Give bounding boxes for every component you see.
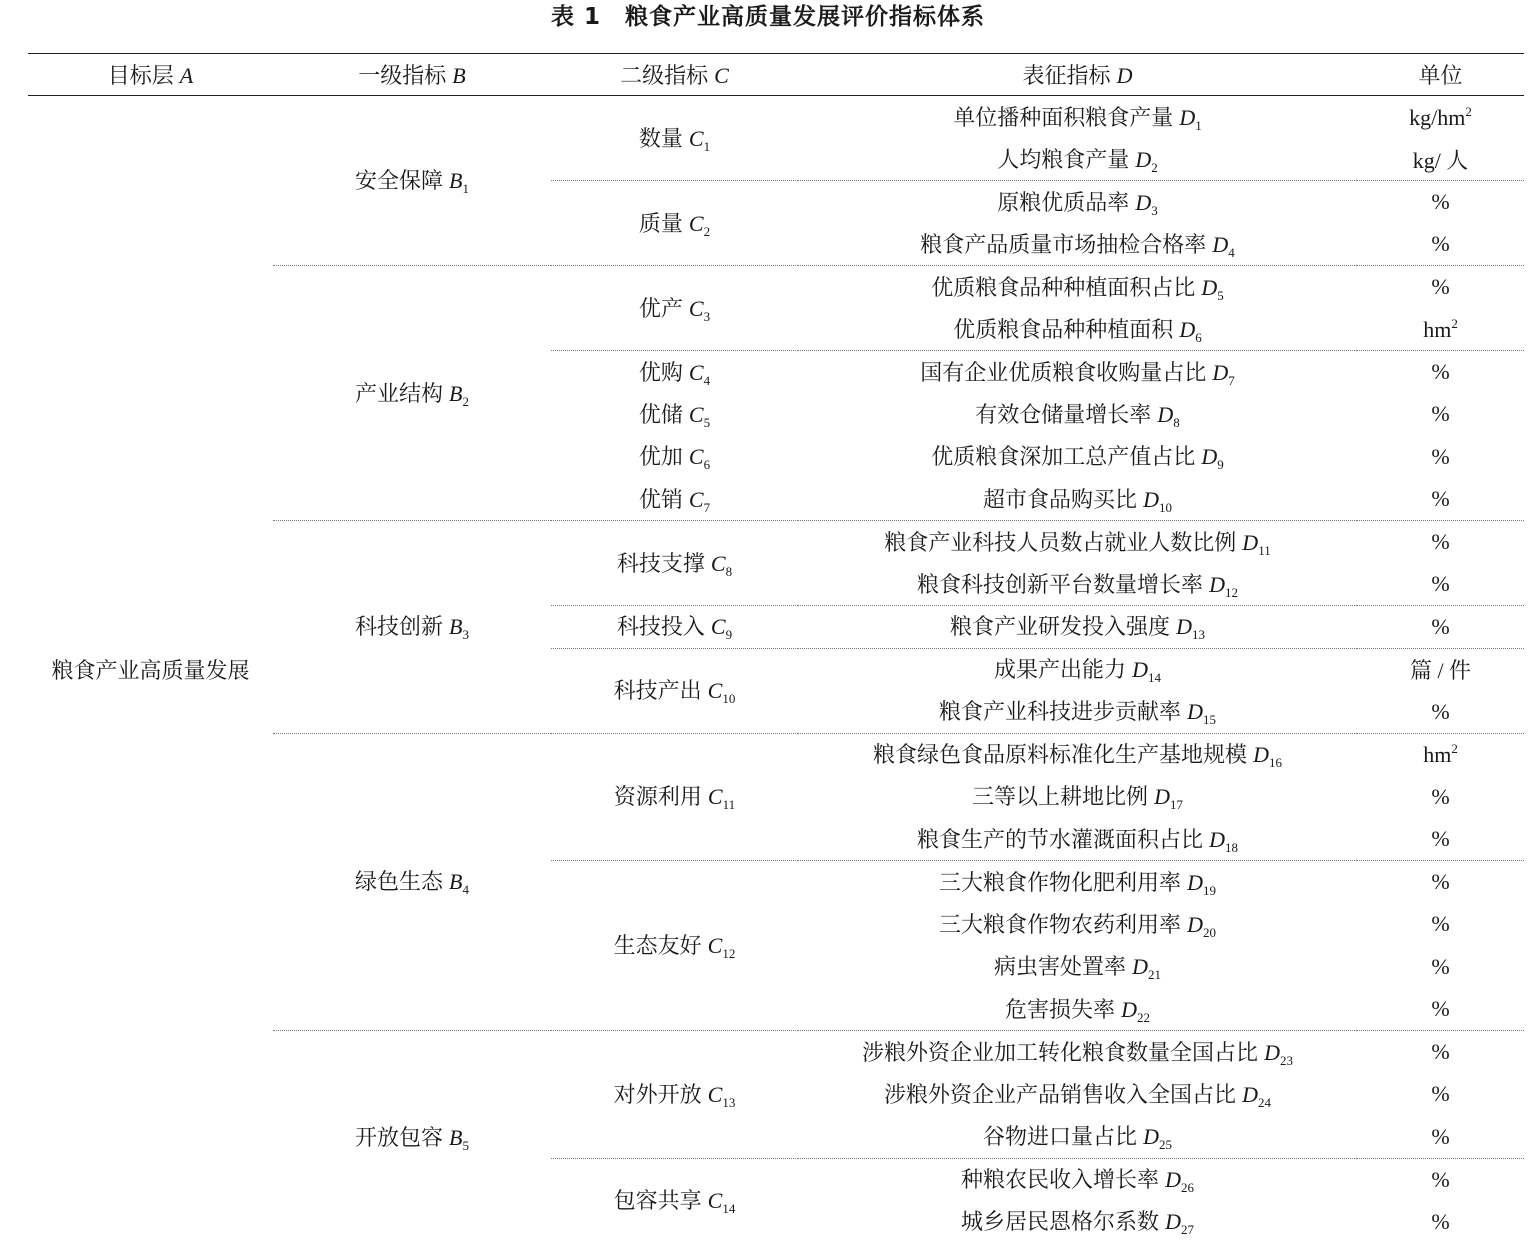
unit-cell: % bbox=[1357, 266, 1524, 309]
unit-cell: $hm^2$ bbox=[1357, 733, 1524, 776]
level-one-cell: 安全保障 $B_1$ bbox=[273, 96, 551, 266]
level-one-cell: 开放包容 $B_5$ bbox=[273, 1031, 551, 1243]
indicator-cell: 优质粮食深加工总产值占比 $D_9$ bbox=[798, 436, 1357, 479]
indicator-cell: 优质粮食品种种植面积占比 $D_5$ bbox=[798, 266, 1357, 309]
header-indicator: 表征指标 D bbox=[798, 54, 1357, 96]
level-two-cell: 数量 $C_1$ bbox=[551, 96, 798, 181]
level-two-cell: 质量 $C_2$ bbox=[551, 181, 798, 266]
indicator-cell: 粮食产业研发投入强度 $D_{13}$ bbox=[798, 606, 1357, 649]
indicator-cell: 涉粮外资企业加工转化粮食数量全国占比 $D_{23}$ bbox=[798, 1031, 1357, 1074]
unit-cell: % bbox=[1357, 436, 1524, 479]
header-unit: 单位 bbox=[1357, 54, 1524, 96]
indicator-cell: 危害损失率 $D_{22}$ bbox=[798, 988, 1357, 1031]
level-two-cell: 生态友好 $C_{12}$ bbox=[551, 861, 798, 1031]
unit-cell: % bbox=[1357, 181, 1524, 224]
indicator-cell: 城乡居民恩格尔系数 $D_{27}$ bbox=[798, 1201, 1357, 1243]
table-number: 表 1 bbox=[551, 4, 601, 30]
level-two-cell: 优产 $C_3$ bbox=[551, 266, 798, 351]
indicator-cell: 优质粮食品种种植面积 $D_6$ bbox=[798, 308, 1357, 351]
unit-cell: % bbox=[1357, 946, 1524, 989]
unit-cell: % bbox=[1357, 1031, 1524, 1074]
level-one-cell: 绿色生态 $B_4$ bbox=[273, 733, 551, 1031]
indicator-cell: 谷物进口量占比 $D_{25}$ bbox=[798, 1116, 1357, 1159]
unit-cell: % bbox=[1357, 223, 1524, 266]
indicator-cell: 超市食品购买比 $D_{10}$ bbox=[798, 478, 1357, 521]
unit-cell: % bbox=[1357, 1116, 1524, 1159]
unit-cell: % bbox=[1357, 1073, 1524, 1116]
level-two-cell: 优储 $C_5$ bbox=[551, 393, 798, 436]
level-two-cell: 科技投入 $C_9$ bbox=[551, 606, 798, 649]
header-target-layer: 目标层 A bbox=[28, 54, 273, 96]
unit-cell: % bbox=[1357, 478, 1524, 521]
target-layer-cell: 粮食产业高质量发展 bbox=[28, 96, 273, 1243]
unit-cell: % bbox=[1357, 988, 1524, 1031]
level-two-cell: 优销 $C_7$ bbox=[551, 478, 798, 521]
indicator-cell: 三大粮食作物农药利用率 $D_{20}$ bbox=[798, 903, 1357, 946]
unit-cell: % bbox=[1357, 606, 1524, 649]
unit-cell: kg/ 人 bbox=[1357, 138, 1524, 181]
indicator-cell: 粮食生产的节水灌溉面积占比 $D_{18}$ bbox=[798, 818, 1357, 861]
indicator-cell: 三大粮食作物化肥利用率 $D_{19}$ bbox=[798, 861, 1357, 904]
indicator-cell: 原粮优质品率 $D_3$ bbox=[798, 181, 1357, 224]
table-row bbox=[28, 96, 1524, 139]
unit-cell: % bbox=[1357, 351, 1524, 394]
unit-cell: $hm^2$ bbox=[1357, 308, 1524, 351]
unit-cell: $kg/hm^2$ bbox=[1357, 96, 1524, 139]
level-two-cell: 对外开放 $C_{13}$ bbox=[551, 1031, 798, 1159]
header-level-two: 二级指标 C bbox=[551, 54, 798, 96]
header-level-one: 一级指标 B bbox=[273, 54, 551, 96]
unit-cell: % bbox=[1357, 691, 1524, 734]
indicator-cell: 三等以上耕地比例 $D_{17}$ bbox=[798, 776, 1357, 819]
indicator-cell: 单位播种面积粮食产量 $D_1$ bbox=[798, 96, 1357, 139]
table-caption bbox=[0, 2, 1536, 32]
unit-cell: % bbox=[1357, 1158, 1524, 1201]
level-one-cell: 科技创新 $B_3$ bbox=[273, 521, 551, 734]
indicator-cell: 粮食产业科技进步贡献率 $D_{15}$ bbox=[798, 691, 1357, 734]
level-two-cell: 优加 $C_6$ bbox=[551, 436, 798, 479]
level-two-cell: 优购 $C_4$ bbox=[551, 351, 798, 394]
indicator-cell: 病虫害处置率 $D_{21}$ bbox=[798, 946, 1357, 989]
level-two-cell: 科技产出 $C_{10}$ bbox=[551, 648, 798, 733]
unit-cell: % bbox=[1357, 861, 1524, 904]
indicator-cell: 人均粮食产量 $D_2$ bbox=[798, 138, 1357, 181]
unit-cell: % bbox=[1357, 903, 1524, 946]
indicator-cell: 粮食产业科技人员数占就业人数比例 $D_{11}$ bbox=[798, 521, 1357, 564]
indicator-cell: 种粮农民收入增长率 $D_{26}$ bbox=[798, 1158, 1357, 1201]
header-row bbox=[28, 54, 1524, 96]
unit-cell: % bbox=[1357, 1201, 1524, 1243]
level-one-cell: 产业结构 $B_2$ bbox=[273, 266, 551, 521]
indicator-table bbox=[28, 53, 1524, 1243]
table-header bbox=[28, 54, 1524, 96]
indicator-cell: 粮食产品质量市场抽检合格率 $D_4$ bbox=[798, 223, 1357, 266]
table-title: 粮食产业高质量发展评价指标体系 bbox=[625, 4, 985, 30]
level-two-cell: 包容共享 $C_{14}$ bbox=[551, 1158, 798, 1243]
unit-cell: % bbox=[1357, 563, 1524, 606]
unit-cell: % bbox=[1357, 818, 1524, 861]
level-two-cell: 科技支撑 $C_8$ bbox=[551, 521, 798, 606]
indicator-cell: 粮食绿色食品原料标准化生产基地规模 $D_{16}$ bbox=[798, 733, 1357, 776]
unit-cell: % bbox=[1357, 776, 1524, 819]
unit-cell: % bbox=[1357, 521, 1524, 564]
unit-cell: 篇 / 件 bbox=[1357, 648, 1524, 691]
indicator-cell: 粮食科技创新平台数量增长率 $D_{12}$ bbox=[798, 563, 1357, 606]
unit-cell: % bbox=[1357, 393, 1524, 436]
level-two-cell: 资源利用 $C_{11}$ bbox=[551, 733, 798, 861]
indicator-cell: 有效仓储量增长率 $D_8$ bbox=[798, 393, 1357, 436]
table-body bbox=[28, 96, 1524, 1243]
indicator-cell: 成果产出能力 $D_{14}$ bbox=[798, 648, 1357, 691]
indicator-cell: 国有企业优质粮食收购量占比 $D_7$ bbox=[798, 351, 1357, 394]
indicator-cell: 涉粮外资企业产品销售收入全国占比 $D_{24}$ bbox=[798, 1073, 1357, 1116]
